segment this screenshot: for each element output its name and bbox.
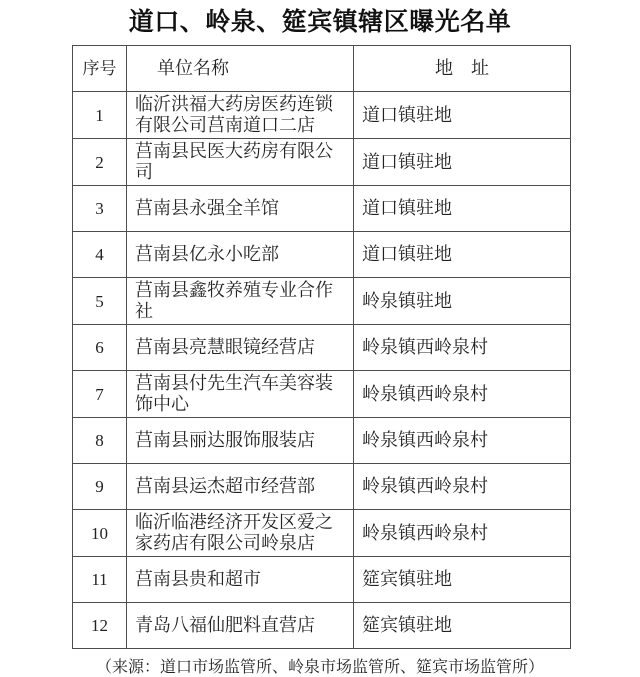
row-index: 12 [73, 603, 127, 649]
row-index: 5 [73, 278, 127, 325]
unit-name: 莒南县亮慧眼镜经营店 [127, 325, 354, 371]
table-row [73, 510, 571, 557]
table-row [73, 464, 571, 510]
unit-address: 岭泉镇西岭泉村 [354, 464, 571, 510]
table-row [73, 371, 571, 418]
table-row [73, 557, 571, 603]
unit-address: 岭泉镇西岭泉村 [354, 418, 571, 464]
unit-address: 道口镇驻地 [354, 232, 571, 278]
row-index: 2 [73, 139, 127, 186]
page-title: 道口、岭泉、筵宾镇辖区曝光名单 [128, 8, 512, 36]
row-index: 7 [73, 371, 127, 418]
row-index: 10 [73, 510, 127, 557]
table-row [73, 325, 571, 371]
unit-name: 莒南县贵和超市 [127, 557, 354, 603]
row-index: 6 [73, 325, 127, 371]
table-row [73, 186, 571, 232]
table-row [73, 603, 571, 649]
exposure-table [72, 45, 571, 649]
table-header-row [73, 46, 571, 92]
table-row [73, 92, 571, 139]
unit-address: 筵宾镇驻地 [354, 603, 571, 649]
unit-address: 道口镇驻地 [354, 139, 571, 186]
row-index: 8 [73, 418, 127, 464]
source-note: （来源：道口市场监管所、岭泉市场监管所、筵宾市场监管所） [95, 659, 544, 676]
unit-name: 莒南县付先生汽车美容装饰中心 [127, 371, 354, 418]
unit-address: 岭泉镇西岭泉村 [354, 510, 571, 557]
unit-name: 临沂洪福大药房医药连锁有限公司莒南道口二店 [127, 92, 354, 139]
unit-name: 莒南县丽达服饰服装店 [127, 418, 354, 464]
unit-name: 莒南县永强全羊馆 [127, 186, 354, 232]
unit-name: 临沂临港经济开发区爱之家药店有限公司岭泉店 [127, 510, 354, 557]
row-index: 9 [73, 464, 127, 510]
unit-address: 岭泉镇驻地 [354, 278, 571, 325]
unit-name: 莒南县民医大药房有限公司 [127, 139, 354, 186]
table-row [73, 278, 571, 325]
unit-name: 莒南县运杰超市经营部 [127, 464, 354, 510]
col-header-address: 地 址 [354, 46, 571, 92]
row-index: 11 [73, 557, 127, 603]
table-row [73, 232, 571, 278]
unit-name: 青岛八福仙肥料直营店 [127, 603, 354, 649]
unit-name: 莒南县亿永小吃部 [127, 232, 354, 278]
unit-address: 道口镇驻地 [354, 186, 571, 232]
row-index: 4 [73, 232, 127, 278]
unit-address: 岭泉镇西岭泉村 [354, 371, 571, 418]
unit-address: 道口镇驻地 [354, 92, 571, 139]
row-index: 1 [73, 92, 127, 139]
unit-name: 莒南县鑫牧养殖专业合作社 [127, 278, 354, 325]
unit-address: 筵宾镇驻地 [354, 557, 571, 603]
table-row [73, 418, 571, 464]
col-header-name: 单位名称 [127, 46, 354, 92]
unit-address: 岭泉镇西岭泉村 [354, 325, 571, 371]
table-row [73, 139, 571, 186]
col-header-index: 序号 [73, 46, 127, 92]
row-index: 3 [73, 186, 127, 232]
